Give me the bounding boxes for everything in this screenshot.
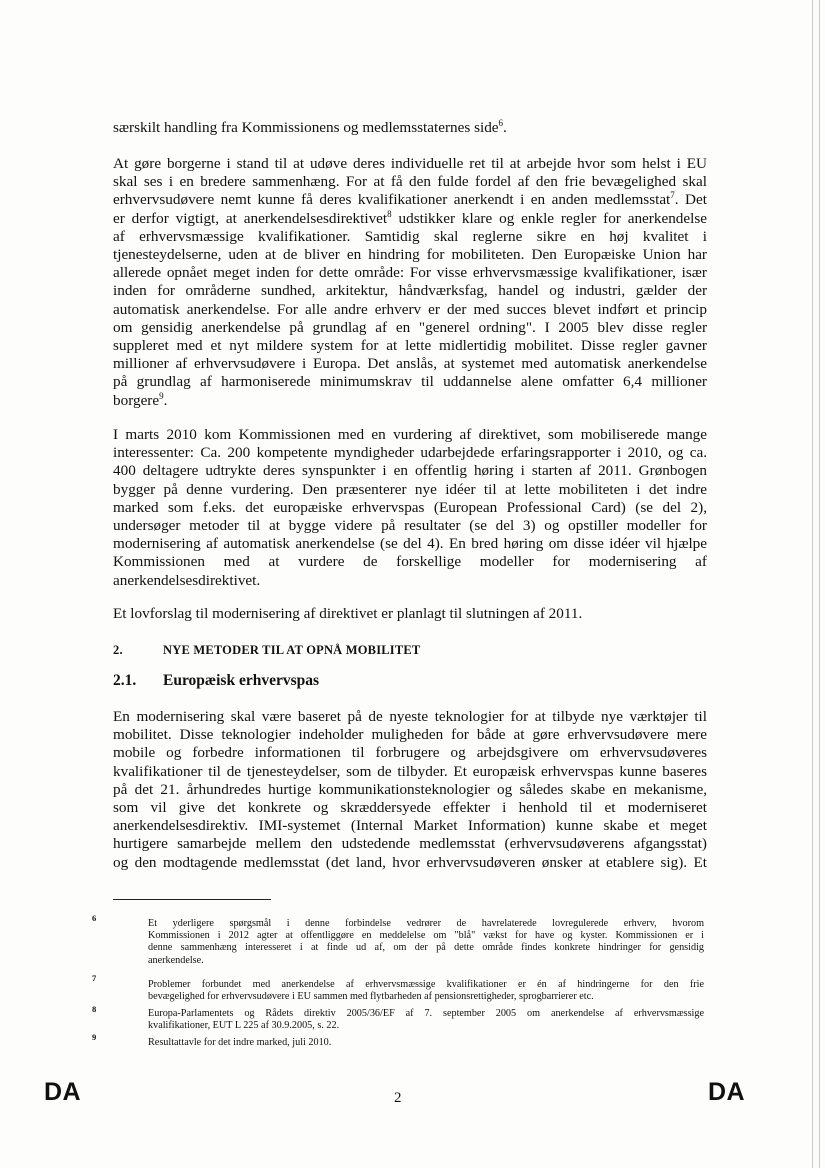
paragraph [113, 605, 707, 623]
subsection-number: 2.1. [113, 672, 137, 689]
page-number: 2 [394, 1090, 402, 1106]
footnote-text: Resultattavle for det indre marked, juli 2010. [148, 1037, 332, 1048]
paragraph [113, 119, 707, 137]
text-line: millioner af erhvervsudøvere i Europa. Det anslås, at systemet med automatisk anerkendelse [113, 355, 707, 373]
footnote-text: Problemer forbundet med anerkendelse af erhvervsmæssige kvalifikationer er én af hindringerne for den frie bevægelighed for erhvervsudøvere i EU sammen med flytbarheden af pensionsrettigheder, sprogbarrierer etc. [148, 979, 704, 1003]
footnote-number: 9 [92, 1032, 97, 1042]
section-title: NYE METODER TIL AT OPNÅ MOBILITET [163, 643, 421, 657]
text-line: skal ses i en bredere sammenhæng. For at få den fulde fordel af den frie bevægelighed skal [113, 173, 707, 191]
text-line: undersøger metoder til at bygge videre på resultater (se del 3) og opstiller modeller for [113, 517, 707, 535]
text-line: mobilitet. Disse teknologier indeholder muligheden for både at gøre erhvervsudøvere mere [113, 726, 707, 744]
text-line: mobile og forbedre informationen til forbrugere og arbejdsgivere om erhvervsudøveres [113, 744, 707, 762]
text-line: Et lovforslag til modernisering af direktivet er planlagt til slutningen af 2011. [113, 605, 583, 622]
language-code-left: DA [44, 1078, 82, 1106]
text-line: suppleret med et nyt mildere system for at lette midlertidig mobilitet. Disse regler gavner [113, 337, 707, 355]
text-line: udstikker klare og enkle regler for anerkendelse [391, 209, 707, 227]
footnote-separator [113, 899, 271, 900]
text-line: og den modtagende medlemsstat (det land, hvor erhvervsudøveren ønsker at etablere sig). Et [113, 853, 707, 871]
text-line: inden for områderne sundhed, arkitektur, håndværksfag, handel og industri, gælder der [113, 282, 707, 300]
text-line: . [163, 391, 168, 409]
text-line: er derfor vigtigt, at anerkendelsesdirektivet [113, 209, 388, 227]
text-line: på grundlag af harmoniserede minimumskrav til uddannelse alene omfatter 6,4 millioner [113, 373, 707, 391]
text-line: erhvervsudøvere nemt kunne få deres kvalifikationer anerkendt i en anden medlemsstat [113, 191, 671, 209]
footnote-ref: 8 [387, 208, 392, 219]
footnote-ref: 9 [159, 390, 164, 401]
footnote-text: Et yderligere spørgsmål i denne forbindelse vedrører de havrelaterede lovregulerede erhverv, hvorom Kommissionen i 2012 agter at offentliggøre en meddelelse om "blå" vækst for have og kyster. Kommissionen er i denne sammenhæng interesseret i at finde ud af, om der på dette område findes konkrete hindringer for gensidig anerkendelse. [148, 918, 704, 966]
text-line: om gensidig anerkendelse på grundlag af en "generel ordning". I 2005 blev disse regler [113, 318, 707, 336]
text-line: . [503, 119, 507, 136]
text-line: af erhvervsmæssige kvalifikationer. Samtidig skal reglerne sikre en høj kvalitet i [113, 227, 707, 245]
text-line: borgere [113, 391, 160, 409]
text-line: Kommissionen med at vurdere de forskellige modeller for modernisering af [113, 553, 707, 571]
text-line: særskilt handling fra Kommissionens og medlemsstaternes side [113, 119, 499, 136]
footnote-ref: 7 [670, 190, 675, 201]
text-line: modernisering af automatisk anerkendelse (se del 4). En bred høring om disse idéer vil hjælpe [113, 535, 707, 553]
text-line: hurtigere samarbejde mellem den udstedende medlemsstat (erhvervsudøverens afgangsstat) [113, 835, 707, 853]
subsection-title: Europæisk erhvervspas [163, 672, 320, 689]
text-line: kvalifikationer til de tjenesteydelser, som de tilbyder. Et europæisk erhvervspas kunne baseres [113, 762, 707, 780]
text-line: tjenesteydelserne, uden at de bliver en hindring for mobiliteten. Den Europæiske Union har [113, 246, 707, 264]
text-line: At gøre borgerne i stand til at udøve deres individuelle ret til at arbejde hvor som helst i EU [113, 155, 707, 172]
paragraph [113, 426, 707, 590]
text-line: anerkendelsesdirektiv. IMI-systemet (Internal Market Information) kunne skabe et meget [113, 817, 707, 835]
text-line: interessenter: Ca. 200 kompetente myndigheder udarbejdede erfaringsrapporter i 2010, og ca. [113, 444, 707, 462]
footnote-number: 8 [92, 1004, 97, 1014]
footnote-ref: 6 [498, 117, 504, 128]
text-line: I marts 2010 kom Kommissionen med en vurdering af direktivet, som mobiliserede mange [113, 426, 707, 443]
paragraph [113, 155, 707, 410]
text-line: allerede opnået meget inden for dette område: For visse erhvervsmæssige kvalifikationer, især [113, 264, 707, 282]
text-line: automatisk anerkendelse. For alle andre erhverv er der med succes blevet indført et princip [113, 300, 707, 318]
text-line: marked som f.eks. det europæiske erhvervspas (European Professional Card) (se del 2), [113, 498, 707, 516]
footnote-number: 6 [92, 913, 97, 923]
text-line: som vil give det konkrete og skræddersyede effekter i henhold til et moderniseret [113, 799, 707, 817]
footnote-number: 7 [92, 973, 97, 983]
page-edge-line [812, 0, 813, 1168]
page-edge-line [819, 0, 820, 1168]
text-line: bygger på denne vurdering. Den præsenterer nye idéer til at lette mobiliteten i det indre [113, 480, 707, 498]
footnote-text: Europa-Parlamentets og Rådets direktiv 2005/36/EF af 7. september 2005 om anerkendelse af erhvervsmæssige kvalifikationer, EUT L 225 af 30.9.2005, s. 22. [148, 1008, 704, 1032]
text-line: på det 21. århundredes hurtige kommunikationsteknologier og således skabe en mekanisme, [113, 780, 707, 798]
text-line: anerkendelsesdirektivet. [113, 571, 261, 589]
text-line: 400 deltagere udtrykte deres synspunkter i en offentlig høring i starten af 2011. Grønbogen [113, 462, 707, 480]
language-code-right: DA [708, 1078, 746, 1106]
text-line: . Det [674, 191, 707, 209]
section-number: 2. [113, 643, 123, 657]
text-line: En modernisering skal være baseret på de nyeste teknologier for at tilbyde nye værktøjer til [113, 708, 707, 725]
paragraph [113, 708, 707, 872]
